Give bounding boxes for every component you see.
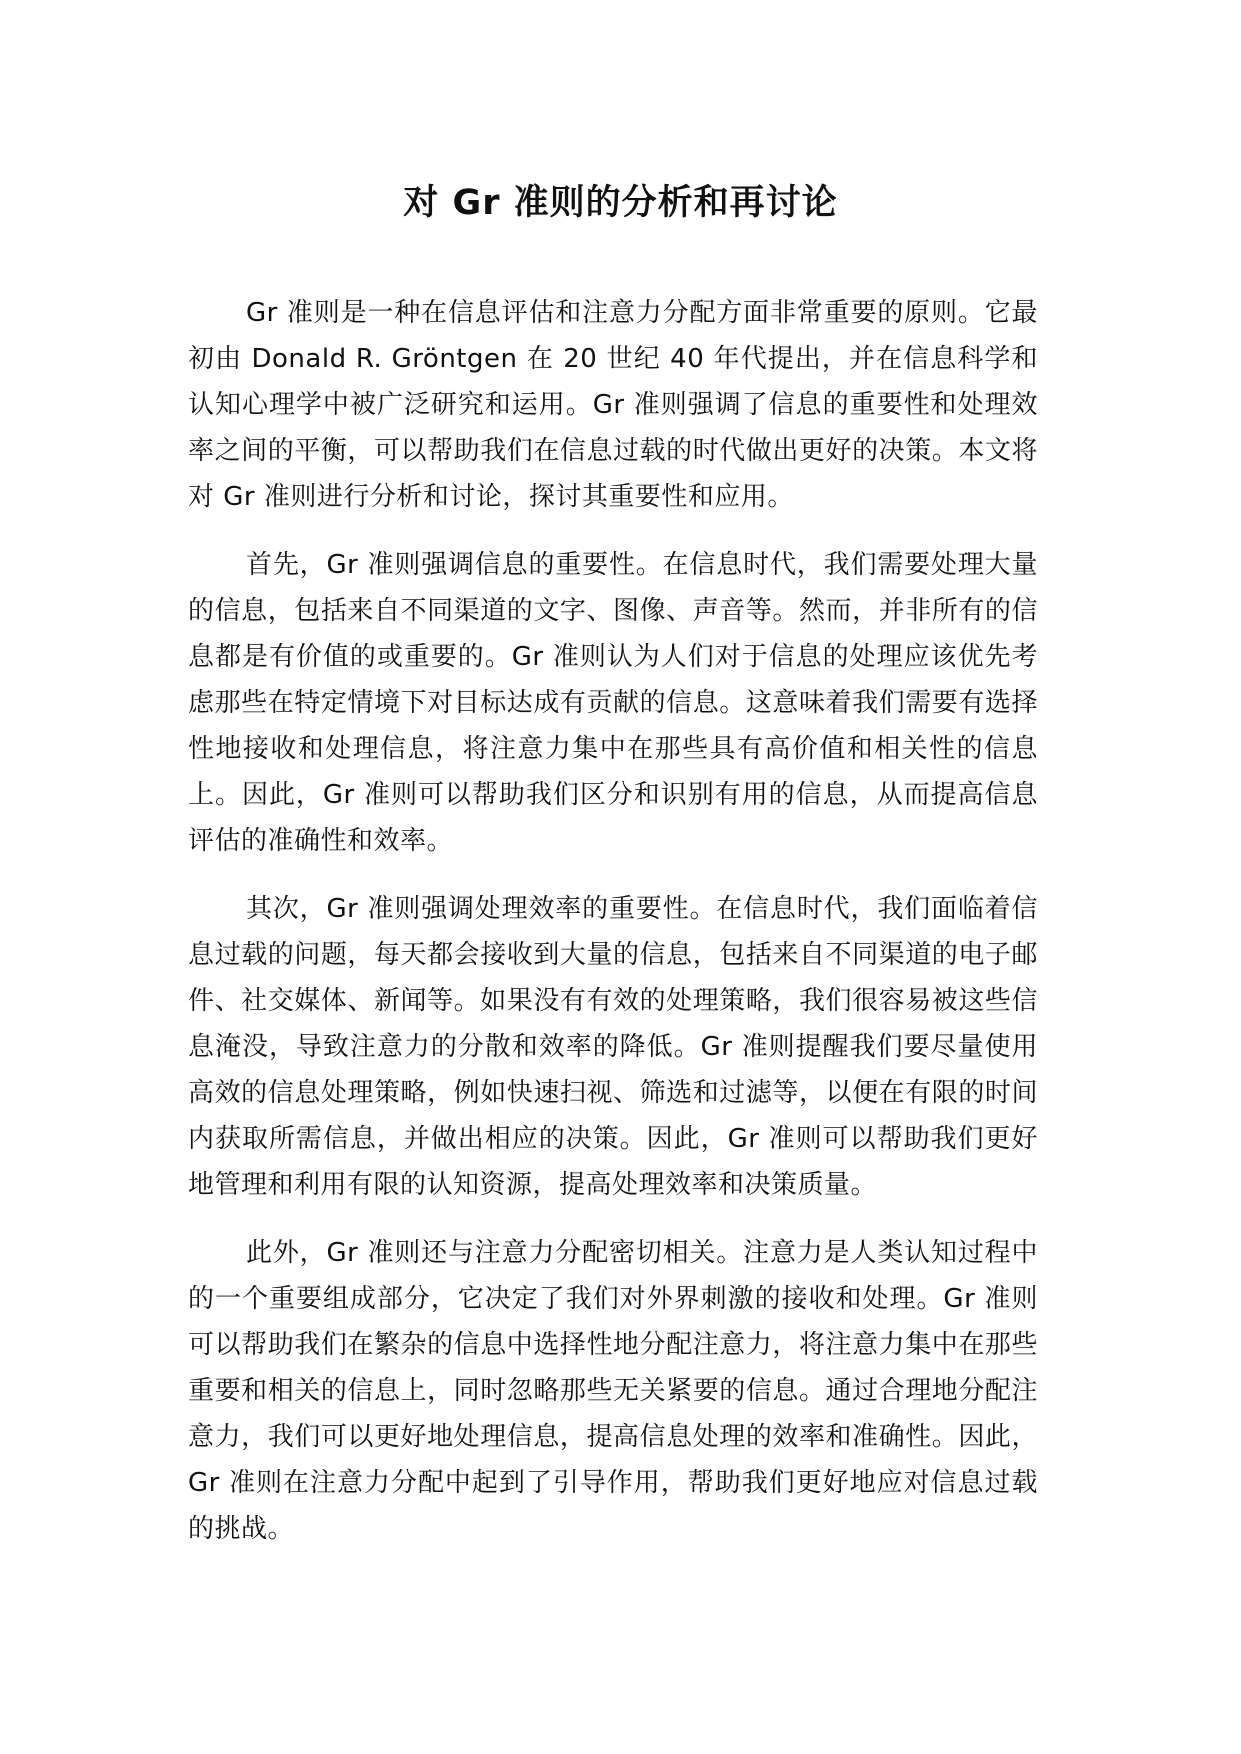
paragraph-3: 其次，Gr 准则强调处理效率的重要性。在信息时代，我们面临着信息过载的问题，每天都会接收到大量的信息，包括来自不同渠道的电子邮件、社交媒体、新闻等。如果没有有效的处理策略，我们很容易被这些信息淹没，导致注意力的分散和效率的降低。Gr 准则提醒我们要尽量使用高效的信息处理策略，例如快速扫视、筛选和过滤等，以便在有限的时间内获取所需信息，并做出相应的决策。因此，Gr 准则可以帮助我们更好地管理和利用有限的认知资源，提高处理效率和决策质量。 [188,894,1038,1200]
document-body [188,290,1038,1574]
paragraph-2: 首先，Gr 准则强调信息的重要性。在信息时代，我们需要处理大量的信息，包括来自不同渠道的文字、图像、声音等。然而，并非所有的信息都是有价值的或重要的。Gr 准则认为人们对于信息的处理应该优先考虑那些在特定情境下对目标达成有贡献的信息。这意味着我们需要有选择性地接收和处理信息，将注意力集中在那些具有高价值和相关性的信息上。因此，Gr 准则可以帮助我们区分和识别有用的信息，从而提高信息评估的准确性和效率。 [188,550,1038,856]
document-title: 对 Gr 准则的分析和再讨论 [403,183,838,223]
paragraph-1: Gr 准则是一种在信息评估和注意力分配方面非常重要的原则。它最初由 Donald R. Gröntgen 在 20 世纪 40 年代提出，并在信息科学和认知心理学中被广泛研究和运用。Gr 准则强调了信息的重要性和处理效率之间的平衡，可以帮助我们在信息过载的时代做出更好的决策。本文将对 Gr 准则进行分析和讨论，探讨其重要性和应用。 [188,298,1038,512]
paragraph-4: 此外，Gr 准则还与注意力分配密切相关。注意力是人类认知过程中的一个重要组成部分，它决定了我们对外界刺激的接收和处理。Gr 准则可以帮助我们在繁杂的信息中选择性地分配注意力，将注意力集中在那些重要和相关的信息上，同时忽略那些无关紧要的信息。通过合理地分配注意力，我们可以更好地处理信息，提高信息处理的效率和准确性。因此，Gr 准则在注意力分配中起到了引导作用，帮助我们更好地应对信息过载的挑战。 [188,1238,1038,1544]
